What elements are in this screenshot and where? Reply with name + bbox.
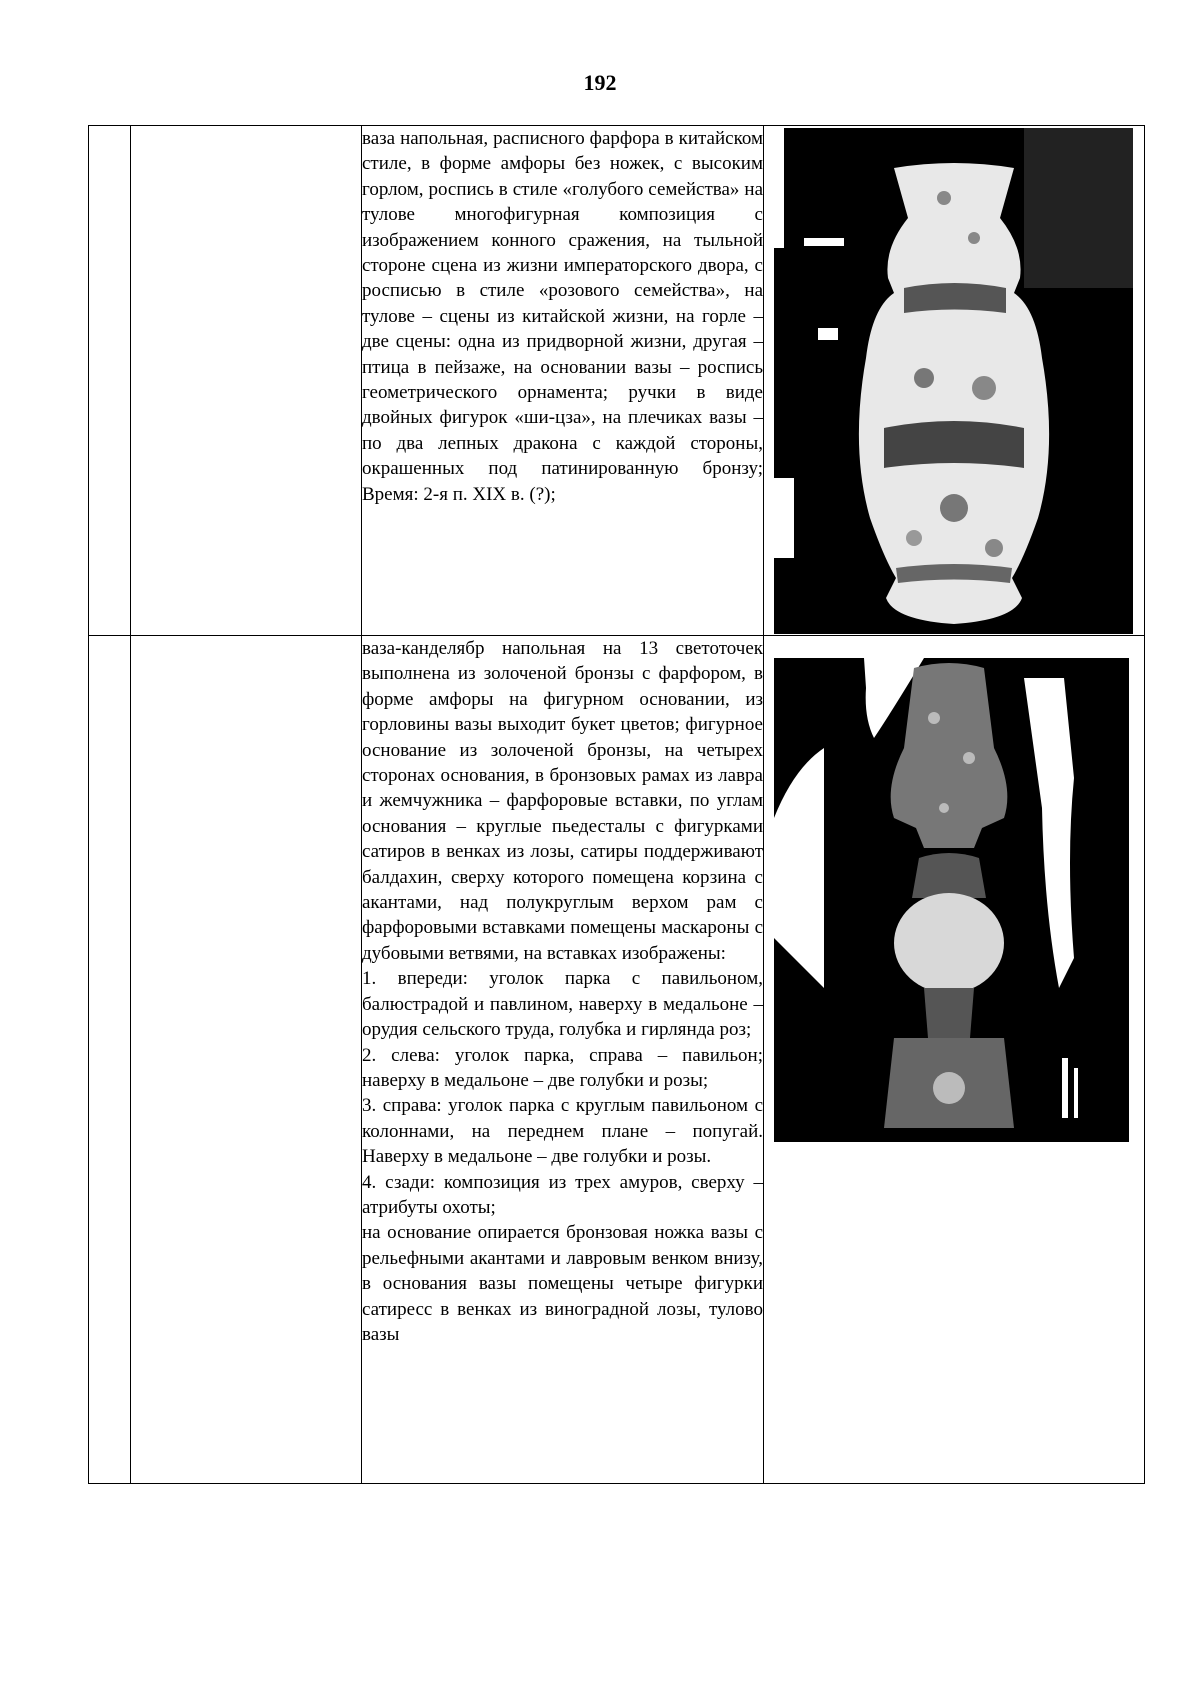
page-number: 192 — [583, 70, 617, 95]
description-paragraph: 2. слева: уголок парка, справа – павильон; наверху в медальоне – две голубки и розы; — [362, 1044, 763, 1091]
floor-vase-photo — [774, 128, 1133, 634]
name-cell — [131, 636, 362, 1484]
description-text: ваза напольная, расписного фарфора в китайском стиле, в форме амфоры без ножек, с высоким горлом, роспись в стиле «голубого семейства» на тулове многофигурная композиция с изображением конного сражения, на тыльной стороне сцена из жизни императорского двора, с росписью в стиле «розового семейства», на тулове – сцены из китайской жизни, на горле – две сцены: одна из придворной жизни, другая – птица в пейзаже, на основании вазы – роспись геометрического орнамента; ручки в виде двойных фигурок «ши-цза», на плечиках вазы – по два лепных дракона с каждой стороны, окрашенных под патинированную бронзу; Время: 2-я п. XIX в. (?); — [362, 128, 763, 505]
number-cell — [89, 126, 131, 636]
description-paragraph: 3. справа: уголок парка с круглым павильоном с колоннами, на переднем плане – попугай. Наверху в медальоне – две голубки и розы. — [362, 1095, 763, 1168]
candelabrum-illustration — [774, 658, 1129, 1142]
description-paragraph: на основание опирается бронзовая ножка вазы с рельефными акантами и лавровым венком внизу, в основания вазы помещены четыре фигурки сатиресс в венках из виноградной лозы, тулово вазы — [362, 1222, 763, 1345]
description-paragraph: ваза-канделябр напольная на 13 светоточек выполнена из золоченой бронзы с фарфором, в форме амфоры на фигурном основании, из горловины вазы выходит букет цветов; фигурное основание из золоченой бронзы, на четырех сторонах основания, в бронзовых рамах из лавра и жемчужника – фарфоровые вставки, по углам основания – круглые пьедесталы с фигурками сатиров в венках из лозы, сатиры поддерживают балдахин, сверху которого помещена корзина с акантами, над полукруглым верхом рам с фарфоровыми вставками помещены маскароны с дубовыми ветвями, на вставках изображены: — [362, 638, 763, 964]
name-cell — [131, 126, 362, 636]
table-row — [89, 126, 1145, 636]
registry-table — [88, 125, 1145, 1484]
description-cell — [362, 126, 764, 636]
number-cell — [89, 636, 131, 1484]
description-paragraph: 1. впереди: уголок парка с павильоном, балюстрадой и павлином, наверху в медальоне – орудия сельского труда, голубка и гирлянда роз; — [362, 968, 763, 1041]
vase-illustration — [774, 128, 1133, 634]
description-paragraph: 4. сзади: композиция из трех амуров, сверху – атрибуты охоты; — [362, 1171, 763, 1218]
table-row — [89, 636, 1145, 1484]
candelabrum-vase-photo — [774, 658, 1129, 1142]
photo-cell — [764, 636, 1145, 1484]
photo-cell — [764, 126, 1145, 636]
description-cell — [362, 636, 764, 1484]
